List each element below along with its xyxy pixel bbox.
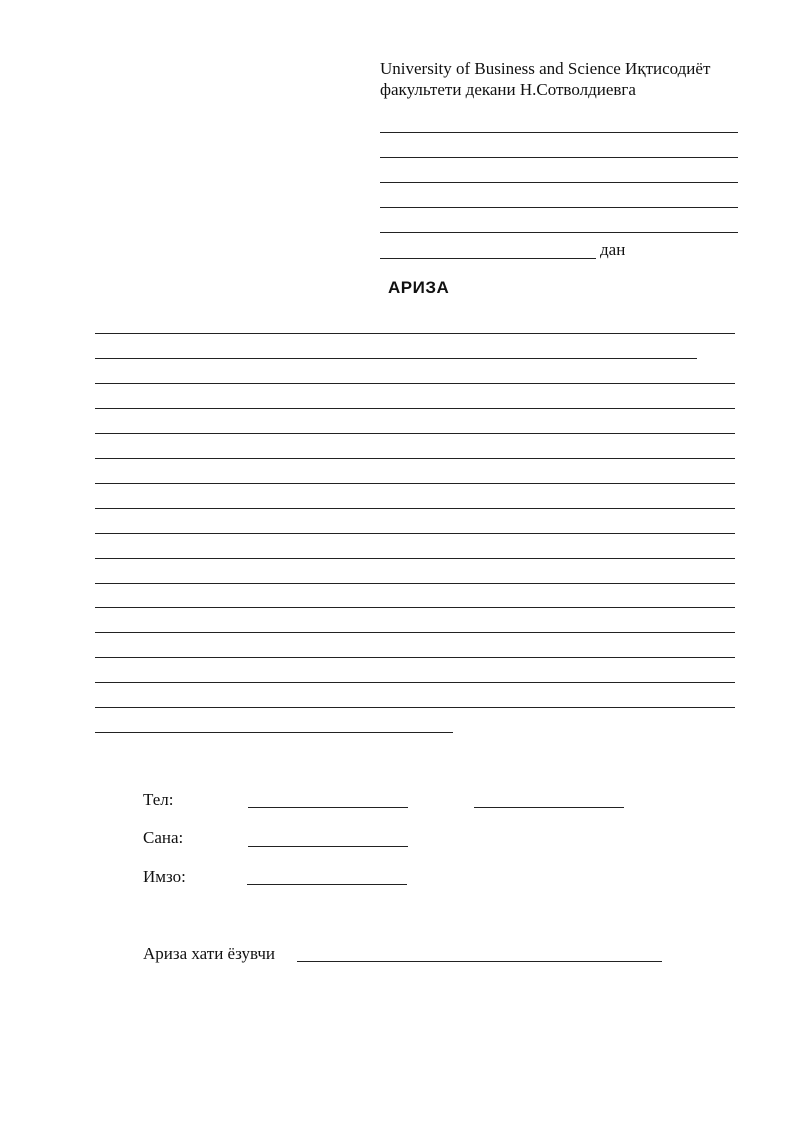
sender-blank-line — [380, 207, 738, 208]
recipient-header — [380, 58, 760, 100]
body-line — [95, 632, 735, 633]
author-blank — [297, 961, 662, 962]
body-line — [95, 483, 735, 484]
body-line — [95, 358, 697, 359]
body-line — [95, 533, 735, 534]
document-title: АРИЗА — [388, 278, 450, 297]
author-label: Ариза хати ёзувчи — [143, 944, 275, 963]
date-blank — [248, 846, 408, 847]
body-line — [95, 383, 735, 384]
phone-blank-1 — [248, 807, 408, 808]
sender-name-blank — [380, 258, 596, 259]
body-line — [95, 333, 735, 334]
body-line — [95, 458, 735, 459]
body-line — [95, 732, 453, 733]
phone-blank-2 — [474, 807, 624, 808]
body-line — [95, 558, 735, 559]
body-line — [95, 508, 735, 509]
recipient-line-2: факультети декани Н.Сотволдиевга — [380, 80, 636, 99]
date-label: Сана: — [143, 828, 184, 847]
body-line — [95, 433, 735, 434]
sender-blank-line — [380, 157, 738, 158]
body-line — [95, 583, 735, 584]
sender-blank-line — [380, 182, 738, 183]
body-line — [95, 707, 735, 708]
recipient-line-1: University of Business and Science Иқтисодиёт — [380, 59, 711, 78]
sender-suffix: дан — [600, 240, 626, 259]
body-line — [95, 682, 735, 683]
sender-blank-line — [380, 132, 738, 133]
body-line — [95, 408, 735, 409]
sender-blank-line — [380, 232, 738, 233]
body-line — [95, 657, 735, 658]
signature-label: Имзо: — [143, 867, 186, 886]
signature-blank — [247, 884, 407, 885]
body-line — [95, 607, 735, 608]
phone-label: Тел: — [143, 790, 174, 809]
